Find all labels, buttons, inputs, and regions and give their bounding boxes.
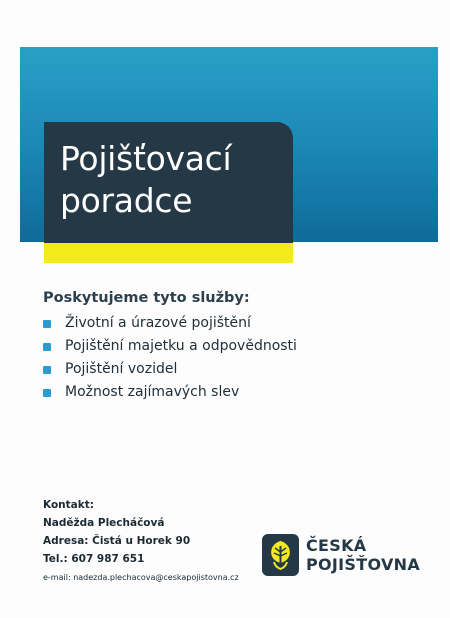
contact-label: Kontakt: bbox=[43, 499, 94, 511]
logo-line-1: ČESKÁ bbox=[306, 536, 367, 555]
bullet-icon bbox=[43, 366, 51, 374]
logo-wordmark bbox=[306, 536, 420, 574]
bullet-icon bbox=[43, 320, 51, 328]
list-item bbox=[43, 358, 297, 381]
bullet-icon bbox=[43, 389, 51, 397]
service-label: Životní a úrazové pojištění bbox=[65, 315, 251, 331]
title-box bbox=[44, 122, 293, 243]
ceska-pojistovna-logo bbox=[262, 534, 432, 576]
list-item bbox=[43, 312, 297, 335]
services-list bbox=[43, 312, 297, 404]
bullet-icon bbox=[43, 343, 51, 351]
service-label: Pojištění vozidel bbox=[65, 361, 178, 377]
service-label: Pojištění majetku a odpovědnosti bbox=[65, 338, 297, 354]
linden-leaf-icon bbox=[262, 534, 299, 576]
contact-block bbox=[43, 496, 239, 587]
list-item bbox=[43, 381, 297, 404]
contact-phone: Tel.: 607 987 651 bbox=[43, 553, 145, 565]
list-item bbox=[43, 335, 297, 358]
service-label: Možnost zajímavých slev bbox=[65, 384, 240, 400]
title-line-2: poradce bbox=[60, 181, 193, 220]
contact-email: e-mail: nadezda.plechacova@ceskapojistovna.cz bbox=[43, 573, 239, 582]
services-heading: Poskytujeme tyto služby: bbox=[43, 290, 250, 306]
title-line-1: Pojišťovací bbox=[60, 139, 232, 178]
logo-line-2: POJIŠŤOVNA bbox=[306, 555, 420, 574]
contact-name: Naděžda Plecháčová bbox=[43, 517, 165, 529]
contact-address: Adresa: Čistá u Horek 90 bbox=[43, 535, 191, 547]
